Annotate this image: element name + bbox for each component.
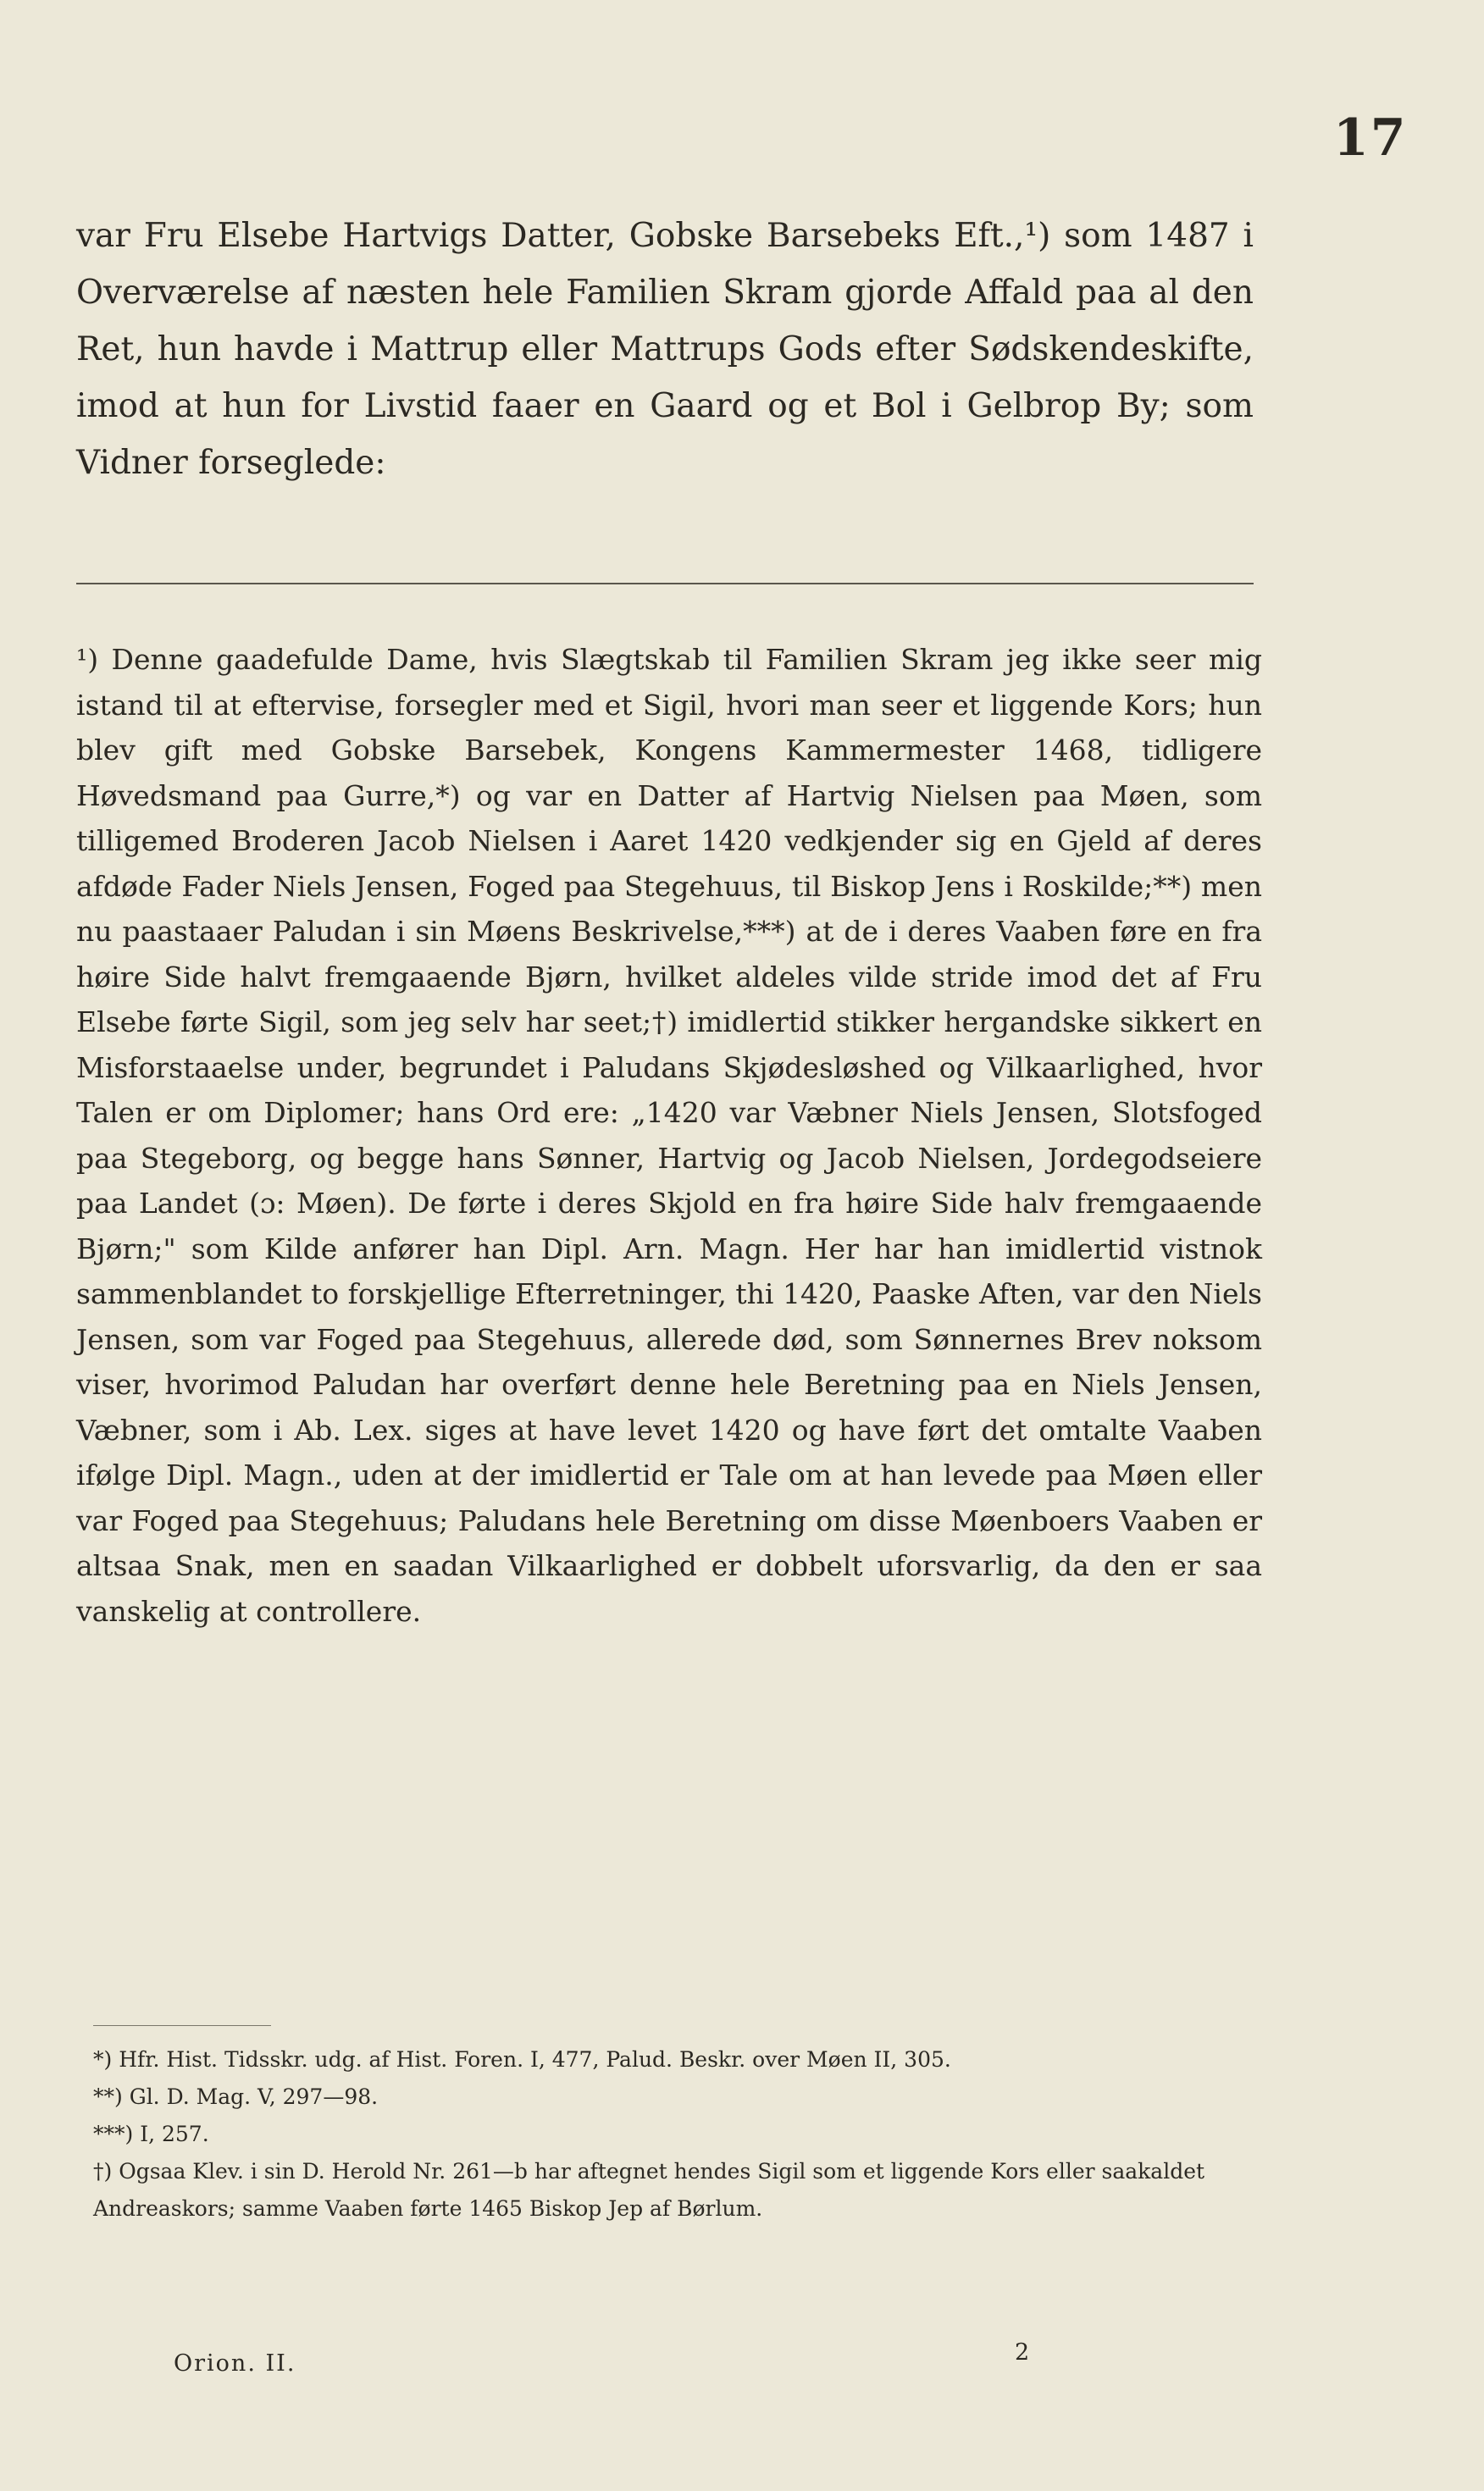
reference-text: I, 257. xyxy=(140,2122,209,2146)
footnote-paragraph: ¹) Denne gaadefulde Dame, hvis Slægtskab til Familien Skram jeg ikke seer mig istand til at eftervise, forsegler med et Sigil, hvori man seer et liggende Kors; hun blev gift med Gobske Barsebek, Kongens Kammermester 1468, tidligere Høvedsmand paa Gurre,*) og var en Datter af Hartvig Nielsen paa Møen, som tilligemed Broderen Jacob Nielsen i Aaret 1420 vedkjender sig en Gjeld af deres afdøde Fader Niels Jensen, Foged paa Stegehuus, til Biskop Jens i Roskilde;**) men nu paastaaer Paludan i sin Møens Beskrivelse,***) at de i deres Vaaben føre en fra høire Side halvt fremgaaende Bjørn, hvilket aldeles vilde stride imod det af Fru Elsebe førte Sigil, som jeg selv har seet;†) imidlertid stikker hergandske sikkert en Misforstaaelse under, begrundet i Paludans Skjødesløshed og Vilkaarlighed, hvor Talen er om Diplomer; hans Ord ere: „1420 var Væbner Niels Jensen, Slotsfoged paa Stegeborg, og begge hans Sønner, Hartvig og Jacob Nielsen, Jordegodseiere paa Landet (ɔ: Møen). De førte i deres Skjold en fra høire Side halv fremgaaende Bjørn;" som Kilde anfører han Dipl. Arn. Magn. Her har han imidlertid vistnok sammenblandet to forskjellige Efterretninger, thi 1420, Paaske Aften, var den Niels Jensen, som var Foged paa Stegehuus, allerede død, som Sønnernes Brev noksom viser, hvorimod Paludan har overført denne hele Beretning paa en Niels Jensen, Væbner, som i Ab. Lex. siges at have levet 1420 og have ført det omtalte Vaaben ifølge Dipl. Magn., uden at der imidlertid er Tale om at han levede paa Møen eller var Foged paa Stegehuus; Paludans hele Beretning om disse Møenboers Vaaben er altsaa Snak, men en saadan Vilkaarlighed er dobbelt uforsvarlig, da den er saa vanskelig at controllere. xyxy=(76,643,1262,1628)
reference-note xyxy=(93,2153,1262,2228)
reference-notes xyxy=(93,2041,1262,2228)
reference-mark: †) xyxy=(93,2159,113,2184)
footnote-block xyxy=(76,637,1262,1634)
footnote-separator-rule xyxy=(76,583,1254,584)
page-number: 17 xyxy=(1333,108,1408,168)
reference-text: Gl. D. Mag. V, 297—98. xyxy=(129,2084,379,2109)
reference-note xyxy=(93,2041,1262,2079)
reference-mark: ***) xyxy=(93,2122,134,2146)
reference-note xyxy=(93,2116,1262,2153)
reference-mark: *) xyxy=(93,2047,113,2072)
reference-text: Ogsaa Klev. i sin D. Herold Nr. 261—b har aftegnet hendes Sigil som et liggende Kors eller saakaldet Andreaskors; samme Vaaben førte 1465 Biskop Jep af Børlum. xyxy=(93,2159,1205,2221)
main-text-block xyxy=(76,208,1254,491)
reference-text: Hfr. Hist. Tidsskr. udg. af Hist. Foren. I, 477, Palud. Beskr. over Møen II, 305. xyxy=(119,2047,951,2072)
sheet-signature-mark: 2 xyxy=(1015,2339,1030,2366)
reference-note xyxy=(93,2079,1262,2116)
printer-signature: Orion. II. xyxy=(174,2350,296,2377)
reference-mark: **) xyxy=(93,2084,123,2109)
reference-separator-rule xyxy=(93,2025,271,2026)
main-paragraph: var Fru Elsebe Hartvigs Datter, Gobske Barsebeks Eft.,¹) som 1487 i Overværelse af næsten hele Familien Skram gjorde Affald paa al den Ret, hun havde i Mattrup eller Mattrups Gods efter Sødskendeskifte, imod at hun for Livstid faaer en Gaard og et Bol i Gelbrop By; som Vidner forseglede: xyxy=(76,217,1254,482)
